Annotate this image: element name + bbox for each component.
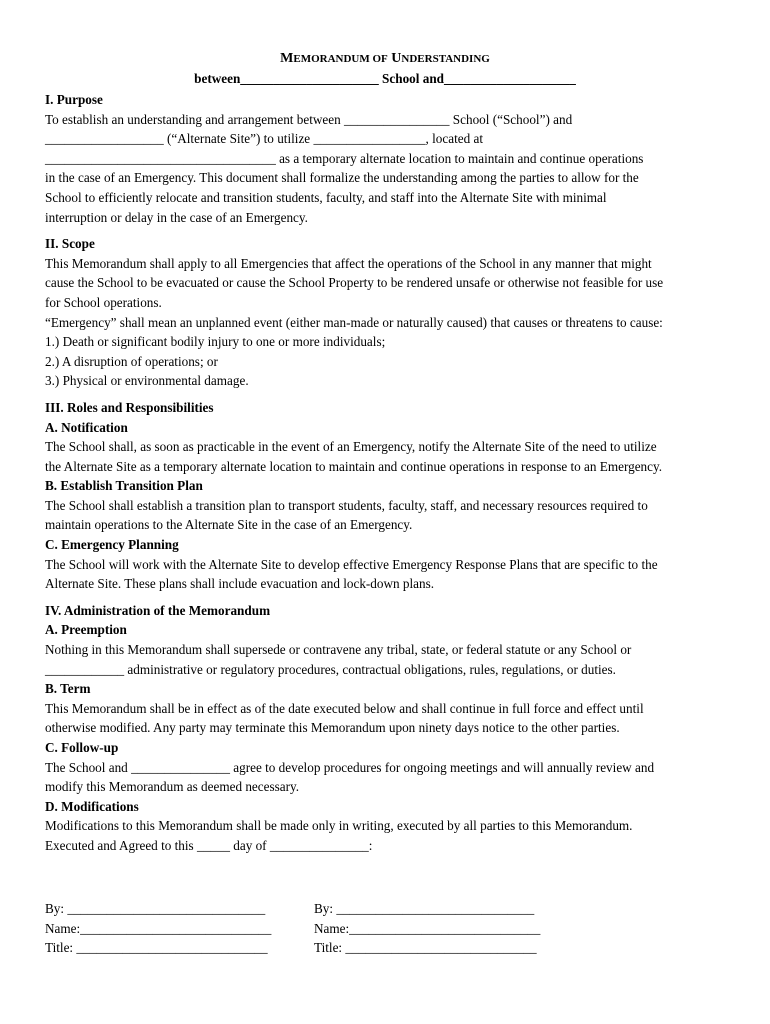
signature-by-line: By: ______________________________	[314, 901, 535, 916]
signature-name-line: Name:_____________________________	[45, 920, 272, 936]
body-line: modify this Memorandum as deemed necessary.	[45, 779, 300, 795]
body-line: This Memorandum shall apply to all Emergencies that affect the operations of the School in any manner that might	[45, 255, 652, 271]
subsection-heading: B. Establish Transition Plan	[45, 478, 203, 494]
document-title	[0, 50, 770, 68]
section-heading: I. Purpose	[45, 92, 103, 107]
body-line: ____________ administrative or regulatory procedures, contractual obligations, rules, regulations, or duties.	[45, 661, 616, 677]
body-line: This Memorandum shall be in effect as of the date executed below and shall continue in full force and effect until	[45, 700, 644, 716]
section-heading: III. Roles and Responsibilities	[45, 399, 214, 415]
section-heading: II. Scope	[45, 236, 95, 252]
document-body	[45, 90, 735, 856]
signature-column-left	[45, 899, 271, 958]
title-rest-memorandum: EMORANDUM OF	[293, 53, 388, 65]
subsection-heading: B. Term	[45, 681, 91, 697]
subsection-heading: D. Modifications	[45, 798, 139, 814]
body-line: maintain operations to the Alternate Site in the case of an Emergency.	[45, 517, 413, 533]
subsection-heading: A. Preemption	[45, 622, 127, 638]
body-line: The School shall establish a transition plan to transport students, faculty, staff, and necessary resources required to	[45, 497, 648, 513]
list-item: 2.) A disruption of operations; or	[45, 353, 218, 369]
section-administration	[45, 601, 735, 856]
body-line: Modifications to this Memorandum shall be made only in writing, executed by all parties to this Memorandum.	[45, 818, 633, 834]
signature-title-line: Title: _____________________________	[45, 940, 268, 956]
body-line: __________________ (“Alternate Site”) to utilize _________________, located at	[45, 131, 484, 147]
list-item: 3.) Physical or environmental damage.	[45, 373, 249, 389]
signature-by-line: By: ______________________________	[45, 901, 266, 916]
body-line: School to efficiently relocate and transition students, faculty, and staff into the Alternate Site with minimal	[45, 189, 607, 205]
section-heading: IV. Administration of the Memorandum	[45, 602, 271, 618]
body-line: Nothing in this Memorandum shall supersede or contravene any tribal, state, or federal statute or any School or	[45, 642, 632, 658]
subsection-heading: C. Emergency Planning	[45, 537, 179, 553]
body-line: interruption or delay in the case of an Emergency.	[45, 209, 308, 225]
body-line: ___________________________________ as a temporary alternate location to maintain and continue operations	[45, 150, 644, 166]
section-scope	[45, 234, 735, 391]
body-line: “Emergency” shall mean an unplanned event (either man-made or naturally caused) that causes or threatens to cause:	[45, 314, 663, 330]
body-line: Executed and Agreed to this _____ day of _______________:	[45, 837, 373, 853]
body-line: Alternate Site. These plans shall include evacuation and lock-down plans.	[45, 576, 435, 592]
body-line: To establish an understanding and arrangement between ________________ School (“School”) and	[45, 111, 573, 127]
title-rest-understanding: NDERSTANDING	[401, 53, 490, 65]
body-line: in the case of an Emergency. This document shall formalize the understanding among the parties to allow for the	[45, 170, 639, 186]
body-line: cause the School to be evacuated or cause the School Property to be rendered unsafe or otherwise not feasible for use	[45, 275, 664, 291]
body-line: the Alternate Site as a temporary alternate location to maintain and continue operations in response to an Emergency.	[45, 458, 663, 474]
section-roles	[45, 398, 735, 594]
title-cap-m: M	[280, 51, 294, 66]
body-line: for School operations.	[45, 294, 162, 310]
section-purpose	[45, 90, 735, 227]
subsection-heading: A. Notification	[45, 419, 128, 435]
signature-name-line: Name:_____________________________	[314, 920, 541, 936]
title-cap-u: U	[391, 51, 402, 66]
body-line: The School will work with the Alternate Site to develop effective Emergency Response Plans that are specific to the	[45, 556, 658, 572]
signature-column-right	[314, 899, 540, 958]
body-line: The School shall, as soon as practicable in the event of an Emergency, notify the Alternate Site of the need to utilize	[45, 439, 657, 455]
list-item: 1.) Death or significant bodily injury to one or more individuals;	[45, 334, 386, 350]
body-line: The School and _______________ agree to develop procedures for ongoing meetings and will annually review and	[45, 759, 655, 775]
parties-line: between_____________________ School and____________________	[194, 71, 576, 86]
body-line: otherwise modified. Any party may terminate this Memorandum upon ninety days notice to the other parties.	[45, 720, 620, 736]
signature-title-line: Title: _____________________________	[314, 940, 537, 956]
subsection-heading: C. Follow-up	[45, 740, 119, 755]
